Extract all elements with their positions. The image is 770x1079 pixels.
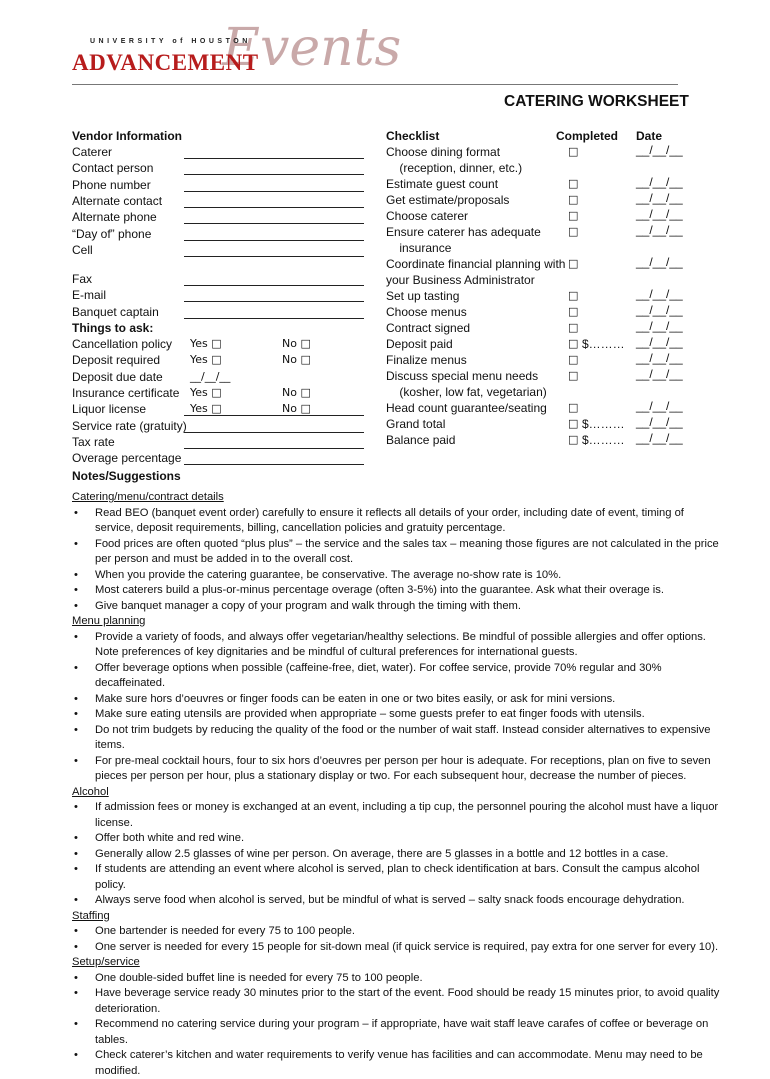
notes-bullet-item: • If admission fees or money is exchanged at an event, including a tip cup, the personnel pouring the alcohol must have a liquor license. [72,800,722,831]
checklist-item-label: Head count guarantee/seating [386,401,547,415]
checklist-item-label: Set up tasting [386,289,459,303]
notes-bullet-item: • When you provide the catering guarantee, be conservative. The average no-show rate is 10%. [72,568,722,584]
date-field[interactable]: __/__/__ [636,255,683,269]
checklist-item-label: Coordinate financial planning with [386,257,565,271]
answer-option-yes[interactable]: __/__/__ [190,370,230,383]
page-title: CATERING WORKSHEET [504,93,689,111]
date-field[interactable]: __/__/__ [636,223,683,237]
completed-checkbox[interactable]: □ [568,257,578,270]
answer-line[interactable] [184,448,364,449]
date-field[interactable]: __/__/__ [636,399,683,413]
date-field[interactable]: __/__/__ [636,335,683,349]
date-field[interactable]: __/__/__ [636,351,683,365]
notes-section-title: Setup/service [72,955,722,971]
completed-checkbox[interactable]: □ [568,209,578,222]
date-field[interactable]: __/__/__ [636,367,683,381]
notes-bullet-item: • One double-sided buffet line is needed for every 75 to 100 people. [72,971,722,987]
question-label: Deposit required [72,353,160,367]
checklist-item-label: Ensure caterer has adequate [386,225,541,239]
checklist-item-label: Finalize menus [386,353,467,367]
notes-bullet-item: • Give banquet manager a copy of your program and walk through the timing with them. [72,599,722,615]
notes-bullet-item: • Recommend no catering service during your program – if appropriate, have wait staff leave carafes of coffee or beverage on tables. [72,1017,722,1048]
checklist-item-label: insurance [386,241,451,255]
notes-section-title: Catering/menu/contract details [72,490,722,506]
notes-bullet-item: • Always serve food when alcohol is served, but be mindful of what is served – salty snack foods encourage dehydration. [72,893,722,909]
question-label: Insurance certificate [72,386,179,400]
question-label: Deposit due date [72,370,163,384]
answer-option-no[interactable]: No □ [282,353,311,366]
question-label: Overage percentage [72,451,181,465]
notes-bullet-list [72,630,722,785]
notes-bullet-item: • Most caterers build a plus-or-minus percentage overage (often 3-5%) into the guarantee. Ask what their overage is. [72,583,722,599]
notes-bullet-item: • Have beverage service ready 30 minutes prior to the start of the event. Food should be ready 15 minutes prior, to avoid quality deterioration. [72,986,722,1017]
completed-checkbox[interactable]: □ [568,433,578,446]
vendor-field-line[interactable] [184,285,364,286]
vendor-field-label: Caterer [72,145,112,159]
date-field[interactable]: __/__/__ [636,143,683,157]
date-field[interactable]: __/__/__ [636,207,683,221]
checklist-item-label: Choose caterer [386,209,468,223]
answer-option-yes[interactable]: Yes □ [190,337,222,350]
answer-option-yes[interactable]: Yes □ [190,402,222,415]
vendor-heading: Vendor Information [72,129,182,143]
vendor-field-label: Fax [72,272,92,286]
logo-events-script: Events [222,18,401,78]
completed-checkbox[interactable]: □ [568,305,578,318]
vendor-field-line[interactable] [184,301,364,302]
notes-bullet-item: • Read BEO (banquet event order) carefully to ensure it reflects all details of your order, including date of event, timing of service, deposit requirements, billing, cancellation policies and gratuity percentage. [72,506,722,537]
checklist-item-label: Grand total [386,417,445,431]
vendor-field-line[interactable] [184,256,364,257]
notes-heading: Notes/Suggestions [72,469,181,483]
amount-field[interactable]: $……… [582,433,625,447]
logo-university-text: UNIVERSITY of HOUSTON [90,38,251,45]
logo-advancement-text: ADVANCEMENT [72,50,259,76]
notes-bullet-item: • Make sure hors d’oeuvres or finger foods can be eaten in one or two bites easily, or ask for mini versions. [72,692,722,708]
answer-line[interactable] [184,415,364,416]
completed-checkbox[interactable]: □ [568,337,578,350]
checklist-item-label: Get estimate/proposals [386,193,509,207]
notes-bullet-list [72,800,722,909]
date-heading: Date [636,129,662,143]
checklist-item-label: Contract signed [386,321,470,335]
completed-checkbox[interactable]: □ [568,193,578,206]
notes-bullet-list [72,971,722,1079]
vendor-field-line[interactable] [184,240,364,241]
question-label: Service rate (gratuity) [72,419,187,433]
completed-checkbox[interactable]: □ [568,225,578,238]
title-divider [72,84,678,85]
amount-field[interactable]: $……… [582,417,625,431]
notes-bullet-item: • Offer both white and red wine. [72,831,722,847]
notes-section-title: Alcohol [72,785,722,801]
notes-bullet-item: • Provide a variety of foods, and always offer vegetarian/healthy selections. Be mindful of possible allergies and offer options. Note preferences of key dignitaries and be mindful of cultural preferences for international guests. [72,630,722,661]
notes-bullet-item: • Do not trim budgets by reducing the quality of the food or the number of wait staff. Instead consider alternatives to expensive items. [72,723,722,754]
date-field[interactable]: __/__/__ [636,175,683,189]
notes-bullet-item: • Generally allow 2.5 glasses of wine per person. On average, there are 5 glasses in a bottle and 12 bottles in a case. [72,847,722,863]
vendor-field-label: Cell [72,243,93,257]
notes-bullet-item: • One server is needed for every 15 people for sit-down meal (if quick service is required, pay extra for one server for every 10). [72,940,722,956]
completed-checkbox[interactable]: □ [568,401,578,414]
checklist-item-label: Choose dining format [386,145,500,159]
checklist-item-label: Discuss special menu needs [386,369,538,383]
vendor-field-line[interactable] [184,174,364,175]
answer-option-no[interactable]: No □ [282,402,311,415]
completed-checkbox[interactable]: □ [568,145,578,158]
completed-checkbox[interactable]: □ [568,417,578,430]
checklist-item-label: your Business Administrator [386,273,535,287]
notes-bullet-item: • Food prices are often quoted “plus plus” – the service and the sales tax – meaning those figures are not calculated in the price per person and must be added in to the overall cost. [72,537,722,568]
answer-option-yes[interactable]: Yes □ [190,386,222,399]
notes-bullet-item: • If students are attending an event where alcohol is served, plan to check identification at bars. Consult the campus alcohol policy. [72,862,722,893]
amount-field[interactable]: $……… [582,337,625,351]
date-field[interactable]: __/__/__ [636,303,683,317]
vendor-field-label: Alternate phone [72,210,157,224]
answer-option-no[interactable]: No □ [282,386,311,399]
completed-checkbox[interactable]: □ [568,321,578,334]
question-label: Tax rate [72,435,115,449]
answer-option-yes[interactable]: Yes □ [190,353,222,366]
vendor-field-line[interactable] [184,158,364,159]
things-heading: Things to ask: [72,321,153,335]
vendor-field-line[interactable] [184,318,364,319]
answer-line[interactable] [184,432,364,433]
notes-bullet-item: • Check caterer’s kitchen and water requirements to verify venue has facilities and can accommodate. Menu may need to be modified. [72,1048,722,1079]
notes-bullet-list [72,506,722,615]
vendor-field-line[interactable] [184,223,364,224]
completed-checkbox[interactable]: □ [568,353,578,366]
notes-suggestions [72,490,722,1079]
checklist-item-label: Choose menus [386,305,467,319]
notes-bullet-item: • Offer beverage options when possible (caffeine-free, diet, water). For coffee service, provide 70% regular and 30% decaffeinated. [72,661,722,692]
checklist-item-label: (kosher, low fat, vegetarian) [386,385,547,399]
checklist-item-label: Balance paid [386,433,455,447]
vendor-field-line[interactable] [184,207,364,208]
date-field[interactable]: __/__/__ [636,319,683,333]
date-field[interactable]: __/__/__ [636,191,683,205]
answer-option-no[interactable]: No □ [282,337,311,350]
completed-checkbox[interactable]: □ [568,369,578,382]
question-label: Liquor license [72,402,146,416]
checklist-item-label: Estimate guest count [386,177,498,191]
notes-bullet-item: • Make sure eating utensils are provided when appropriate – some guests prefer to eat finger foods with utensils. [72,707,722,723]
vendor-field-label: Banquet captain [72,305,159,319]
vendor-field-label: Contact person [72,161,153,175]
vendor-field-label: Alternate contact [72,194,162,208]
vendor-field-label: “Day of” phone [72,227,151,241]
checklist-item-label: (reception, dinner, etc.) [386,161,522,175]
completed-heading: Completed [556,129,618,143]
checklist-heading: Checklist [386,129,439,143]
answer-line[interactable] [184,464,364,465]
date-field[interactable]: __/__/__ [636,431,683,445]
notes-bullet-list [72,924,722,955]
completed-checkbox[interactable]: □ [568,177,578,190]
date-field[interactable]: __/__/__ [636,415,683,429]
vendor-field-label: Phone number [72,178,151,192]
question-label: Cancellation policy [72,337,172,351]
notes-bullet-item: • For pre-meal cocktail hours, four to six hors d’oeuvres per person per hour is adequate. For receptions, plan on five to seven pieces per person per hour, plus a stationary display or two. For each subsequent hour, decrease the number of pieces. [72,754,722,785]
vendor-field-label: E-mail [72,288,106,302]
notes-section-title: Menu planning [72,614,722,630]
completed-checkbox[interactable]: □ [568,289,578,302]
date-field[interactable]: __/__/__ [636,287,683,301]
notes-section-title: Staffing [72,909,722,925]
notes-bullet-item: • One bartender is needed for every 75 to 100 people. [72,924,722,940]
checklist-item-label: Deposit paid [386,337,453,351]
vendor-field-line[interactable] [184,191,364,192]
